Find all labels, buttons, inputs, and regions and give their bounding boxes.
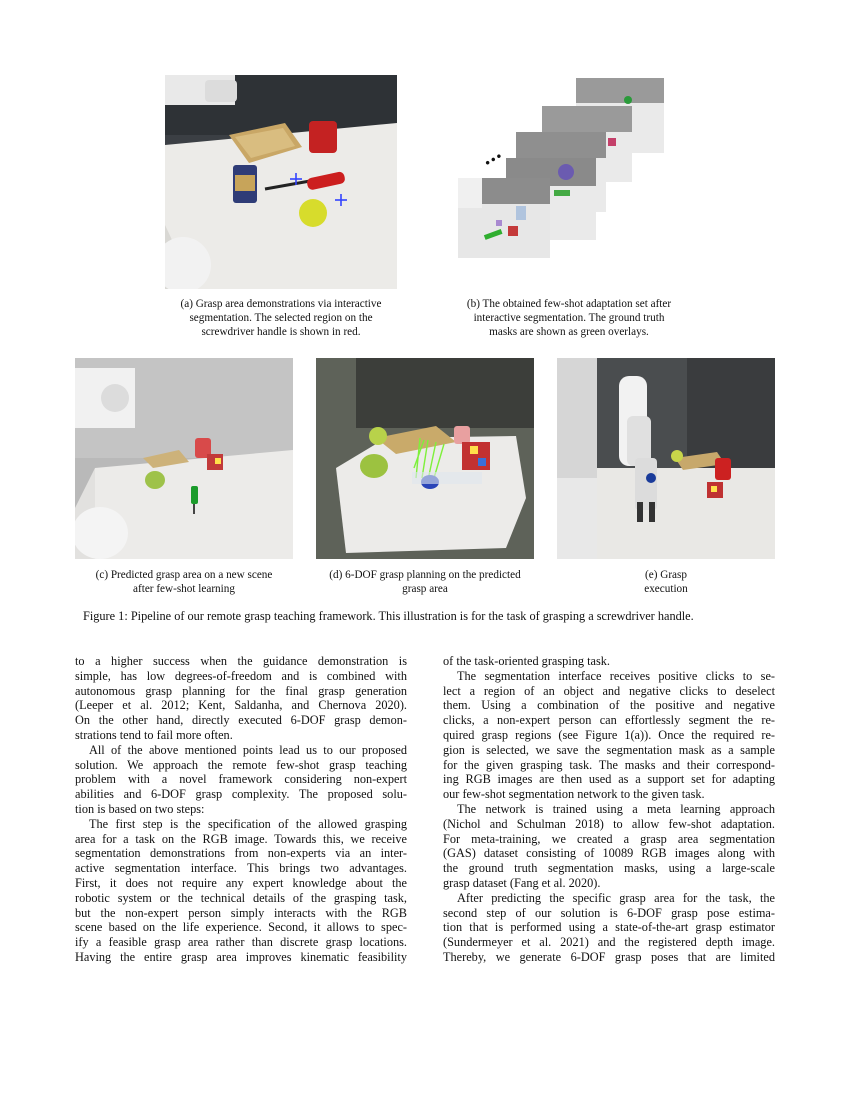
- caption-line: execution: [644, 583, 688, 595]
- text-line: problem with a novel framework considering non-expert: [75, 772, 407, 787]
- text-line: (Sundermeyer et al. 2021) and the registered depth image.: [443, 935, 775, 950]
- text-line: active segmentation interface. This brings two advantages.: [75, 861, 407, 876]
- panel-a-caption: [150, 297, 412, 339]
- text-line: ing RGB images are then used as a support set for adapting: [443, 772, 775, 787]
- caption-line: segmentation. The selected region on the: [189, 312, 373, 324]
- text-line: segmentation demonstrations from non-experts via an inter-: [75, 846, 407, 861]
- figure-panel-c-image: [75, 358, 293, 559]
- panel-e-caption: [610, 568, 722, 596]
- text-line: gion is selected, we save the segmentation mask as a sample: [443, 742, 775, 757]
- text-line: autonomous grasp planning for the final grasp generation: [75, 683, 407, 698]
- left-column: [75, 654, 407, 965]
- text-line: First, it does not require any expert knowledge about the: [75, 875, 407, 890]
- text-line: robotic system or the technical details of the grasping task,: [75, 890, 407, 905]
- text-line: The first step is the specification of the allowed grasping: [89, 816, 407, 831]
- text-line: second step of our solution is 6-DOF grasp pose estima-: [443, 905, 775, 920]
- text-line: for the given grasping task. The masks and their correspond-: [443, 757, 775, 772]
- text-line: For meta-training, we created a grasp area segmentation: [443, 831, 775, 846]
- text-line: scene based on the life experience. Second, it allows to spec-: [75, 920, 407, 935]
- caption-line: interactive segmentation. The ground truth: [473, 312, 665, 324]
- text-line: abilities and 6-DOF grasp complexity. The proposed solu-: [75, 787, 407, 802]
- text-line: them. Using a combination of the positive and negative: [443, 698, 775, 713]
- right-column: [443, 654, 775, 965]
- panel-d-caption: [300, 568, 550, 596]
- text-line: (Nichol and Schulman 2018) to allow few-shot adaptation.: [443, 816, 775, 831]
- text-line: strations tend to fail more often.: [75, 727, 233, 742]
- caption-line: (b) The obtained few-shot adaptation set after: [466, 298, 672, 310]
- figure-panel-a-image: [165, 75, 397, 289]
- caption-line: grasp area: [402, 583, 448, 595]
- text-line: tion that is performed using a state-of-the-art grasp estimator: [443, 920, 775, 935]
- text-line: After predicting the specific grasp area for the task, the: [457, 890, 775, 905]
- text-line: lect a region of an object and negative clicks to deselect: [443, 683, 775, 698]
- text-line: of the task-oriented grasping task.: [443, 654, 610, 668]
- caption-line: (e) Grasp: [645, 569, 687, 581]
- caption-line: screwdriver handle is shown in red.: [201, 326, 361, 338]
- text-line: the ground truth segmentation masks, using a large-scale: [443, 861, 775, 876]
- caption-line: after few-shot learning: [133, 583, 235, 595]
- text-line: Having the entire grasp area improves kinematic feasibility: [75, 949, 407, 964]
- panel-c-caption: [60, 568, 308, 596]
- text-line: clicks, a non-expert person can effortlessly segment the re-: [443, 713, 775, 728]
- text-line: solution. We approach the remote few-shot grasp teaching: [75, 757, 407, 772]
- text-line: to a higher success when the guidance demonstration is: [75, 654, 407, 668]
- text-line: The network is trained using a meta learning approach: [457, 801, 775, 816]
- text-line: (GAS) dataset consisting of 10089 RGB images along with: [443, 846, 775, 861]
- text-line: grasp dataset (Fang et al. 2020).: [443, 875, 601, 890]
- figure-caption: Figure 1: Pipeline of our remote grasp teaching framework. This illustration is for the task of grasping a screwdriver handle.: [83, 609, 694, 623]
- text-line: On the other hand, directly executed 6-DOF grasp demon-: [75, 713, 407, 728]
- text-line: ify a feasible grasp area rather than discrete grasp locations.: [75, 935, 407, 950]
- text-line: All of the above mentioned points lead us to our proposed: [89, 742, 407, 757]
- text-line: area for a task on the RGB image. Towards this, we receive: [75, 831, 407, 846]
- text-line: tion is based on two steps:: [75, 801, 205, 816]
- text-line: quired grasp regions (see Figure 1(a)). Once the required re-: [443, 727, 775, 742]
- text-line: Thereby, we generate 6-DOF grasp poses that are limited: [443, 949, 775, 964]
- text-line: but the non-expert person simply interacts with the RGB: [75, 905, 407, 920]
- caption-line: masks are shown as green overlays.: [489, 326, 649, 338]
- text-line: The segmentation interface receives positive clicks to se-: [457, 668, 775, 683]
- figure-panel-e-image: [557, 358, 775, 559]
- caption-line: (d) 6-DOF grasp planning on the predicted: [329, 569, 521, 581]
- text-line: simple, has low degrees-of-freedom and is combined with: [75, 668, 407, 683]
- figure-panel-d-image: [316, 358, 534, 559]
- caption-line: (a) Grasp area demonstrations via interactive: [180, 298, 382, 310]
- caption-line: (c) Predicted grasp area on a new scene: [95, 569, 273, 581]
- text-line: (Leeper et al. 2012; Kent, Saldanha, and Chernova 2020).: [75, 698, 407, 713]
- stack-ellipsis: ...: [476, 138, 506, 170]
- panel-b-caption: [438, 297, 700, 339]
- text-line: our few-shot segmentation network to the given task.: [443, 787, 705, 802]
